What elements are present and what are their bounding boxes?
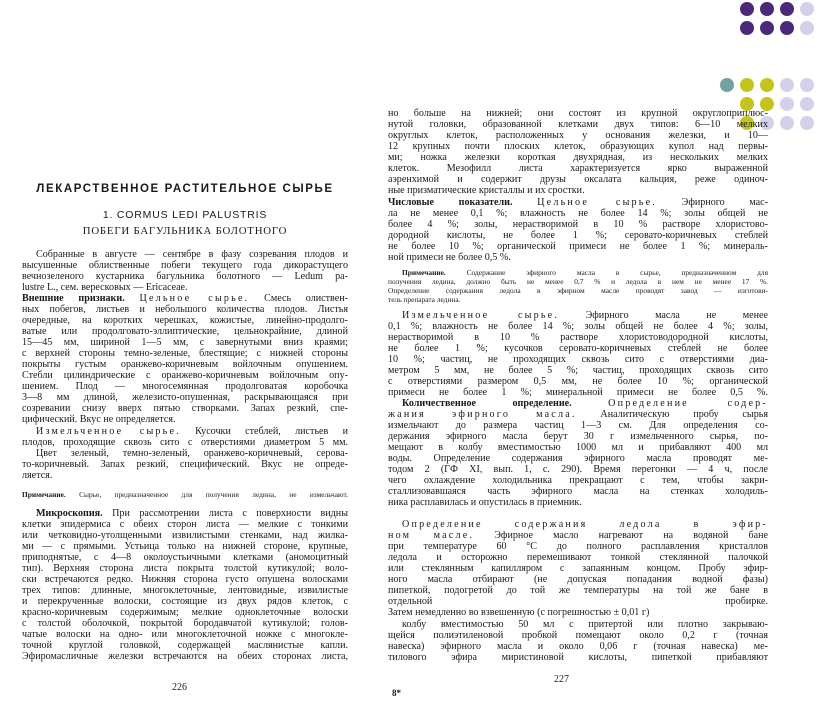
printer-signature: 8* (392, 688, 401, 698)
right-page-text-line: Затем немедленно во взвешенную (с погрешностью ± 0,01 г) (388, 607, 650, 618)
right-page-text-line: чего охлаждение холодильника прекращают с тем, чтобы закри- (388, 475, 768, 486)
right-page-text-line: щейся полиэтиленовой пробкой помещают около 0,2 г (точная (388, 630, 768, 641)
page-number-right: 227 (554, 674, 569, 685)
left-page-text-line: покрыты густым оранжево-коричневым войлочным опушением. (22, 359, 348, 370)
decor-dot (780, 2, 794, 16)
right-page-text-line: навеска) эфирного масла и около 0,06 г (точная навеска) ме- (388, 641, 768, 652)
right-page-text-line: воды. Определение содержания эфирного масла проводят ме- (388, 453, 768, 464)
left-page-text-line: шением. Плод — многосемянная продолговатая коробочка (22, 381, 348, 392)
page-title: ЛЕКАРСТВЕННОЕ РАСТИТЕЛЬНОЕ СЫРЬЕ (36, 183, 334, 195)
decor-dot (760, 2, 774, 16)
left-page-text-line: и перекрученные волоски, состоящие из двух рядов клеток, с (22, 596, 348, 607)
left-page-text-line: Внешние признаки. Цельное сырье. Смесь олиствен- (22, 293, 348, 304)
decor-dot (740, 2, 754, 16)
right-page-text-line: отдельной пробирке. (388, 596, 768, 607)
decor-dot (800, 2, 814, 16)
right-page-text-line: при температуре 60 °С до полного расплавления кристаллов (388, 541, 768, 552)
left-page-text-line: очередные, на коротких черешках, кожистые, линейно-продолго- (22, 315, 348, 326)
right-page-text-line: жания эфирного масла. Аналитическую пробу сырья (388, 409, 768, 420)
right-page-text-line: не более 10 %; органической примеси не более 1 %; минераль- (388, 241, 768, 252)
right-page (388, 100, 768, 704)
left-page-text-line: приподнятые, с 4—8 околоустьичными клетками (аномоцитный (22, 552, 348, 563)
left-page-text-line: Стебли цилиндрические с оранжево-коричневым войлочным опу- (22, 370, 348, 381)
right-page-text-line: ледола и осторожно перемешивают тонкой стеклянной палочкой (388, 552, 768, 563)
decor-dot (780, 116, 794, 130)
left-page-text-line: ски встречаются редко. Нижняя сторона густо опушена волосками (22, 574, 348, 585)
right-page-text-line: ной примеси не более 0,5 %. (388, 252, 511, 263)
left-page-text-line: с толстой оболочкой, покрытой бородавчатой кутикулой; голов- (22, 618, 348, 629)
right-page-text-line: ника расплавилась и опустилась в приемник. (388, 497, 582, 508)
right-page-text-line: Определение содержания ледола в эфирном масле проводят завод — изготови- (388, 286, 768, 295)
left-page-text-line: Примечание. Сырье, предназначенное для получения ледина, не измельчают. (22, 490, 348, 499)
right-page-text-line: нутой головки, образованной клетками двух типов: 6—10 мелких (388, 119, 768, 130)
decor-dot (780, 78, 794, 92)
left-page-text-line: то-коричневый. Запах резкий, специфический. Вкус не опреде- (22, 459, 348, 470)
right-page-text-line: пипеткой, подогретой до той же температуры на той же бане в (388, 585, 768, 596)
right-page-text-line: колбу вместимостью 50 мл с притертой или плотно закрываю- (402, 619, 768, 630)
page-number-left: 226 (172, 682, 187, 693)
right-page-text-line: получения ледина, должно быть не менее 0,7 % и ледола в нем не менее 17 %. (388, 277, 768, 286)
right-page-text-line: примеси не более 1 %; минеральной примеси не более 0,5 %. (388, 387, 768, 398)
left-page-text-line: Микроскопия. При рассмотрении листа с поверхности видны (36, 508, 348, 519)
right-page-text-line: ном масле. Эфирное масло нагревают на водяной бане (388, 530, 768, 541)
right-page-text-line: Измельченное сырье. Эфирного масла не менее (402, 310, 768, 321)
right-page-text-line: сталлизовавшаяся часть эфирного масла на стенках холодиль- (388, 486, 768, 497)
right-page-text-line: Определение содержания ледола в эфир- (402, 519, 768, 530)
left-page-text-line: тип). Верхняя сторона листа покрыта толстой кутикулой; воло- (22, 563, 348, 574)
left-page-text-line: высушенные облиственные побеги текущего года дикорастущего (22, 260, 348, 271)
right-page-text-line: Числовые показатели. Цельное сырье. Эфирного мас- (388, 197, 768, 208)
left-page-text-line: Измельченное сырье. Кусочки стеблей, листьев и (36, 426, 348, 437)
decor-dot (780, 21, 794, 35)
right-page-text-line: ные призматические кристаллы и их сростки. (388, 185, 585, 196)
right-page-text-line: аэренхимой и содержит друзы оксалата кальция, реже одиноч- (388, 174, 768, 185)
left-page-text-line: lustre L., сем. вересковых — Ericaceae. (22, 282, 188, 293)
right-page-text-line: округлых клеток, расположенных у основания железки, и 10— (388, 130, 768, 141)
decor-dot (800, 116, 814, 130)
left-page-text-line: ватые или продолговато-эллиптические, цельнокрайние, длиной (22, 326, 348, 337)
left-page-text-line: плодов, проходящие сквозь сито с отверстиями диаметром 5 мм. (22, 437, 348, 448)
right-page-text-line: но больше на нижней; они состоят из крупной округлоприплюс- (388, 108, 768, 119)
right-page-text-line: мещают в колбу вместимостью 1000 мл и прибавляют 400 мл (388, 442, 768, 453)
right-page-text-line: тодом 2 (ГФ XI, вып. 1, с. 290). Время перегонки — 4 ч, после (388, 464, 768, 475)
left-page-text-line: с верхней стороны темно-зеленые, блестящие; с нижней стороны (22, 348, 348, 359)
left-page-text-line: вечнозеленого кустарника багульника болотного — Ledum pa- (22, 271, 348, 282)
decor-dot (720, 78, 734, 92)
right-page-text-line: Примечание. Содержание эфирного масла в сырье, предназначенном для (402, 268, 768, 277)
right-page-text-line: с отверстиями размером 0,5 мм, не более 10 %; органической (388, 376, 768, 387)
right-page-text-line: дородной кислоты, не более 1 %; серовато-коричневых стеблей (388, 230, 768, 241)
right-page-text-line: Количественное определение. Определение содер- (402, 398, 768, 409)
right-page-text-line: более 4 %; золы, нерастворимой в 10 % растворе хлористово- (388, 219, 768, 230)
left-page-text-line: Цвет зеленый, темно-зеленый, оранжево-коричневый, серова- (36, 448, 348, 459)
left-page-text-line: или четковидно-утолщенными извилистыми стенками, над жилка- (22, 530, 348, 541)
decor-dot (780, 97, 794, 111)
right-page-text-line: метром 5 мм, не более 5 %; частиц, проходящих сквозь сито (388, 365, 768, 376)
decor-dot (800, 97, 814, 111)
right-page-text-line: ми; ножка железки короткая двухрядная, из нескольких мелких (388, 152, 768, 163)
left-page-text-line: трех типов: длинные, многоклеточные, лентовидные, извилистые (22, 585, 348, 596)
left-page-text-line: ных побегов, листьев и небольшого количества плодов. Листья (22, 304, 348, 315)
decor-dot (740, 78, 754, 92)
decor-dot (760, 21, 774, 35)
right-page-text-line: 10 %; частиц, не проходящих сквозь сито с отверстиями диа- (388, 354, 768, 365)
left-page-text-line: Эфиромасличные железки встречаются на обеих сторонах листа, (22, 651, 348, 662)
right-page-text-line: клеток. Мезофилл листа характеризуется ярко выраженной (388, 163, 768, 174)
right-page-text-line: ла не менее 0,1 %; влажность не более 14 %; золы общей не (388, 208, 768, 219)
left-page-text-line: цифический. Вкус не определяется. (22, 414, 176, 425)
left-page-text-line: 3—8 мм длиной, железисто-опушенная, раскрывающаяся при (22, 392, 348, 403)
decor-dot (800, 78, 814, 92)
section-heading: 1. CORMUS LEDI PALUSTRIS (102, 209, 268, 221)
decor-dot (800, 21, 814, 35)
left-page (22, 168, 348, 704)
right-page-text-line: тель препарата ледина. (388, 295, 461, 304)
right-page-text-line: не более 1 %; кусочков серовато-коричневых стеблей не более (388, 343, 768, 354)
left-page-text-line: точной круглой головкой, содержащей маслянистые капли. (22, 640, 348, 651)
right-page-text-line: держания эфирного масла берут 30 г измельченного сырья, по- (388, 431, 768, 442)
right-page-text-line: 12 крупных почти плоских клеток, образующих купол над первы- (388, 141, 768, 152)
decor-dot (760, 78, 774, 92)
right-page-text-line: 0,1 %; влажность не более 14 %; золы общей не более 4 %; золы, (388, 321, 768, 332)
decor-dot (740, 21, 754, 35)
right-page-text-line: нерастворимой в 10 % растворе хлористоводородной кислоты, (388, 332, 768, 343)
right-page-text-line: или стеклянным капилляром с запаянным концом. Пробу эфир- (388, 563, 768, 574)
left-page-text-line: ляется. (22, 470, 53, 481)
right-page-text-line: тилового эфира миристиновой кислоты, пипеткой прибавляют (388, 652, 768, 663)
section-subtitle: ПОБЕГИ БАГУЛЬНИКА БОЛОТНОГО (82, 225, 288, 237)
left-page-text-line: клетки эпидермиса с обеих сторон листа — мелкие с тонкими (22, 519, 348, 530)
left-page-text-line: ми — с прямыми. Устьица только на нижней стороне, крупные, (22, 541, 348, 552)
left-page-text-line: созревании снизу вверх пятью створками. Запах резкий, спе- (22, 403, 348, 414)
right-page-text-line: измельчают до размера частиц 1—3 см. Для определения со- (388, 420, 768, 431)
left-page-text-line: красно-коричневым содержимым; мелкие одноклеточные волоски (22, 607, 348, 618)
left-page-text-line: чатые волоски на одно- или многоклеточной ножке с многокле- (22, 629, 348, 640)
left-page-text-line: Собранные в августе — сентябре в фазу созревания плодов и (36, 249, 348, 260)
left-page-text-line: 15—45 мм, шириной 1—5 мм, с завернутыми вниз краями; (22, 337, 348, 348)
right-page-text-line: ного масла отбирают (не допуская попадания водной фазы) (388, 574, 768, 585)
